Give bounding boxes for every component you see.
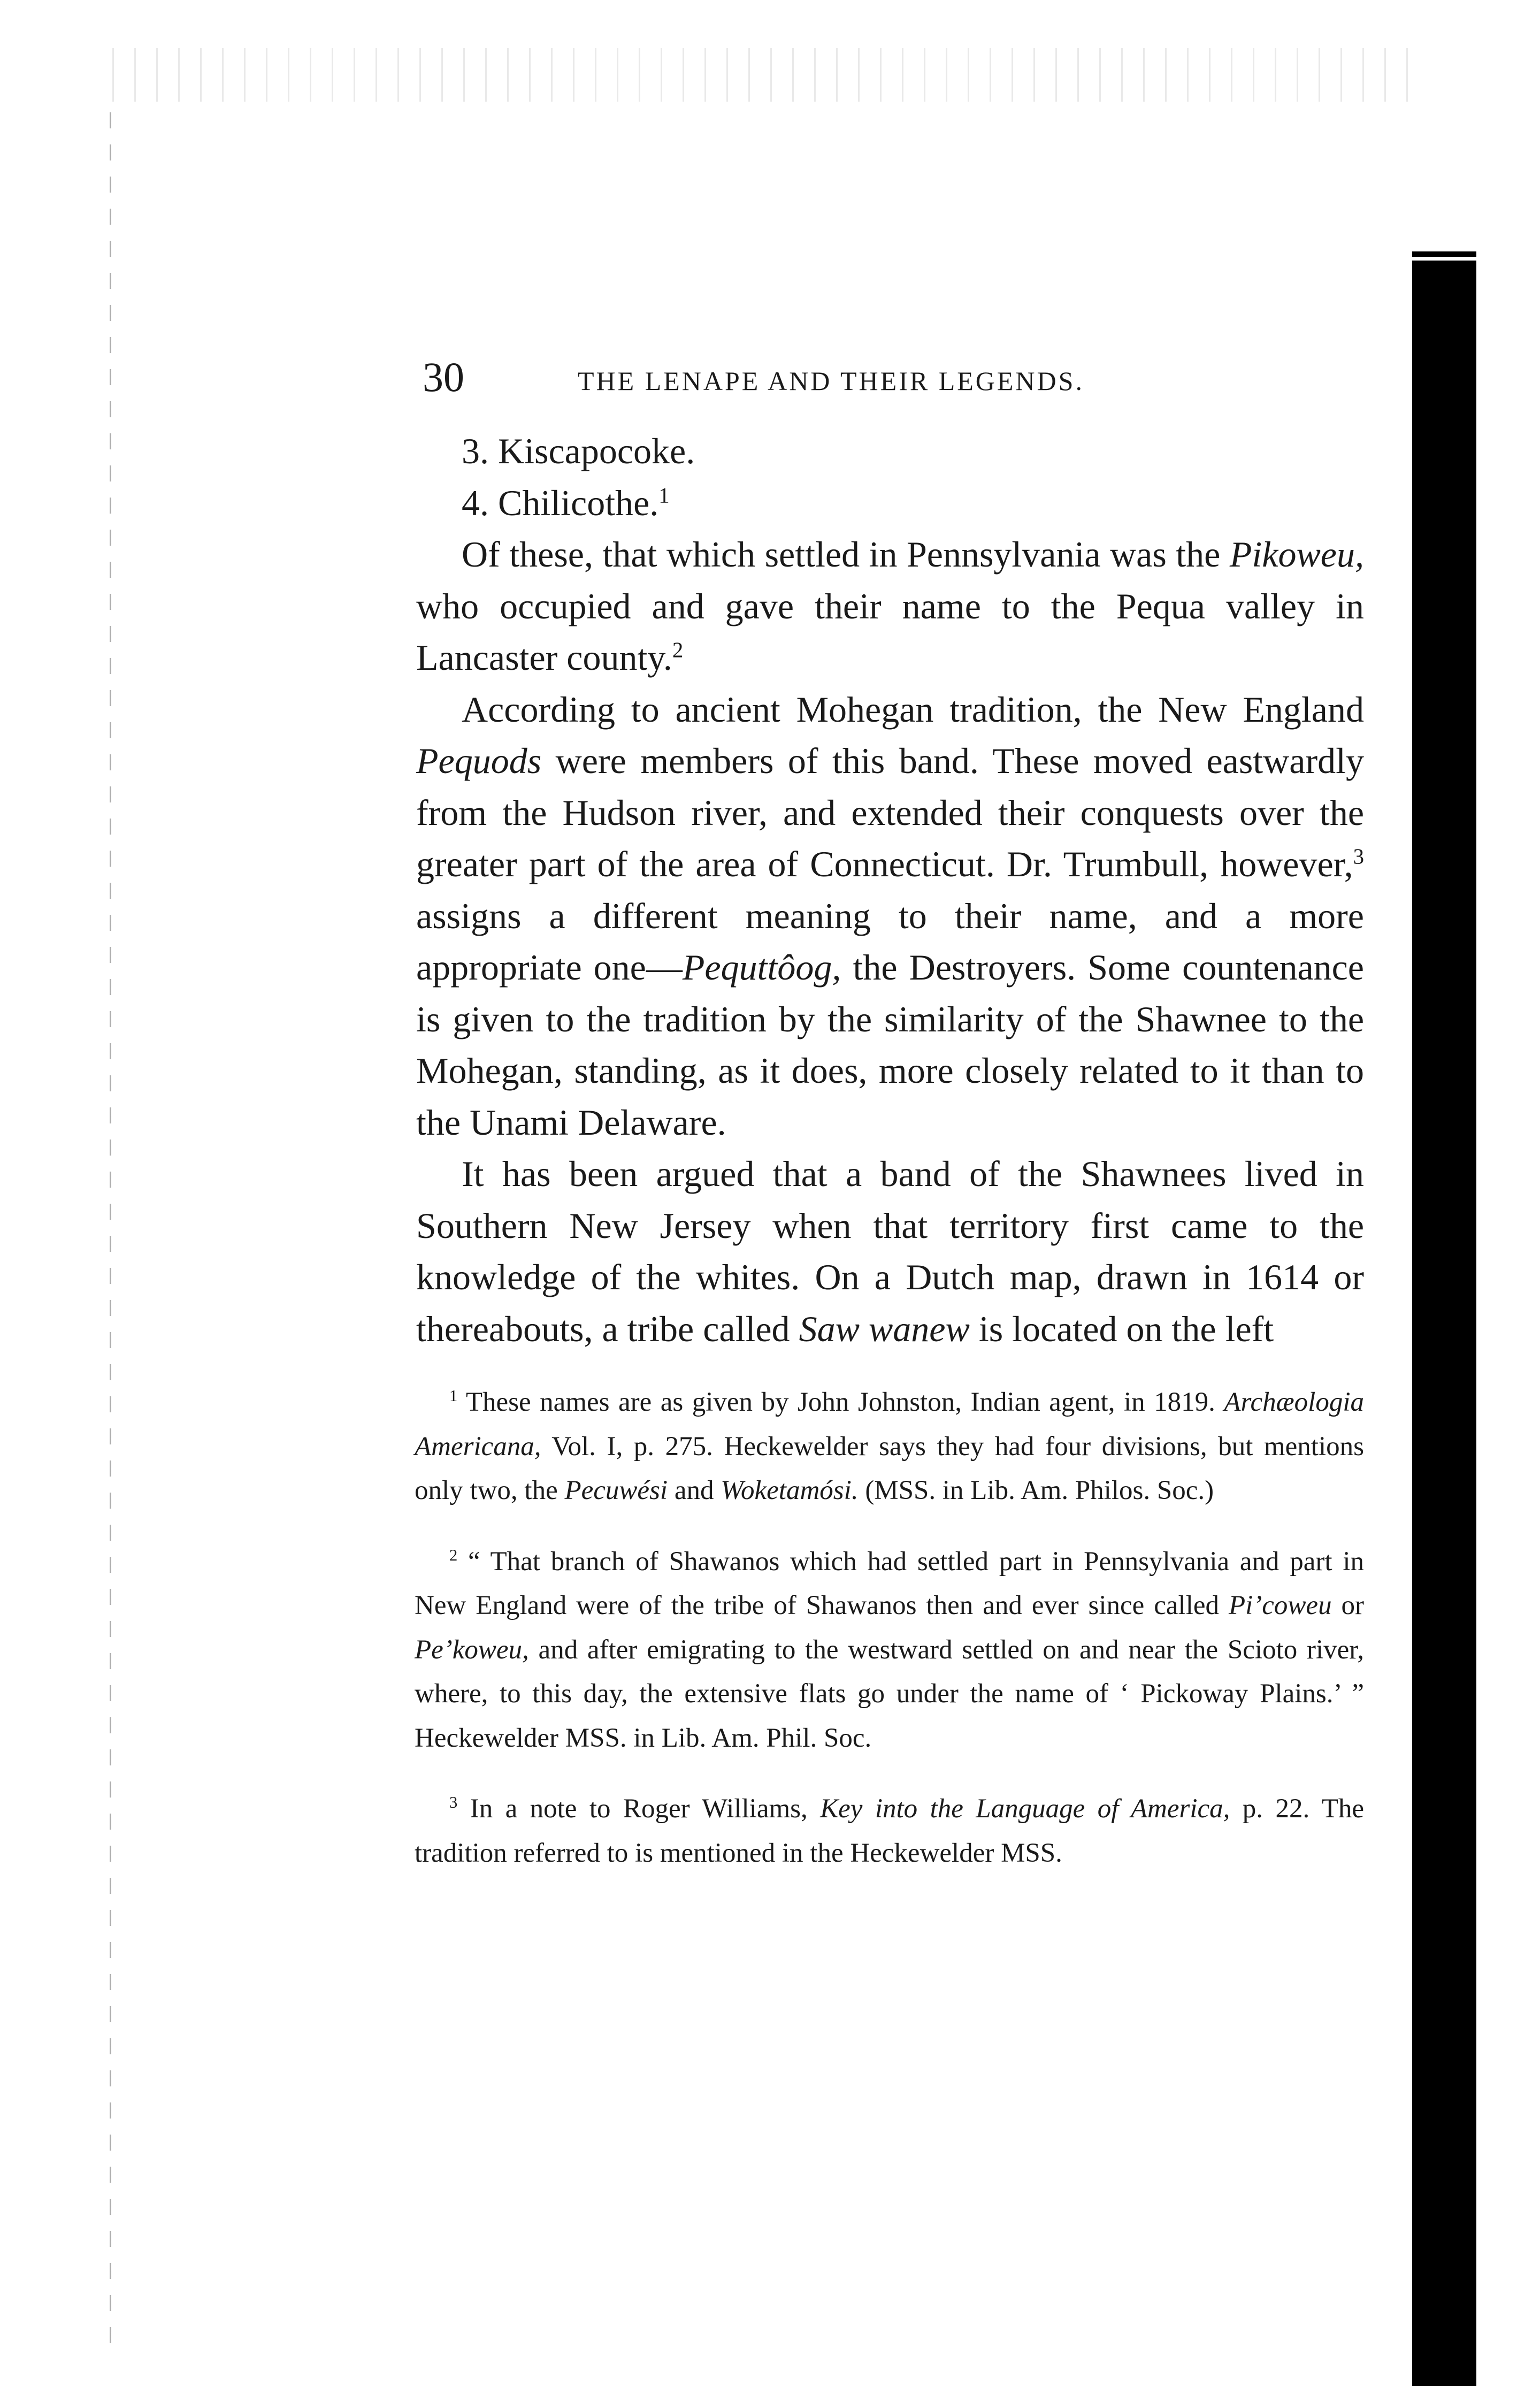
text-run: Vol. I, p. 275. Heckewelder says they had four divisions, but mentions only two, the: [415, 1431, 1364, 1505]
body-text: [416, 425, 1364, 1355]
text-run: It has been argued that a band of the Shawnees lived in Southern New Jersey when that territory first came to the knowledge of the whites. On a Dutch map, drawn in 1614 or thereabouts, a tribe called: [416, 1153, 1364, 1349]
page-number: 30: [423, 354, 464, 400]
binding-rule: [1412, 251, 1476, 257]
footnote-ref: 3: [1353, 844, 1364, 869]
italic-run: Pikoweu,: [1229, 534, 1364, 575]
italic-run: Saw wanew: [799, 1308, 970, 1349]
italic-run: Key into the Language of America,: [820, 1794, 1230, 1824]
text-run: (MSS. in Lib. Am. Philos. Soc.): [858, 1475, 1214, 1505]
italic-run: Pi’coweu: [1228, 1590, 1332, 1620]
list-item: [416, 477, 1364, 529]
footnote-ref: 1: [658, 483, 670, 507]
footnote: [415, 1540, 1364, 1761]
text-run: According to ancient Mohegan tradition, the New England: [462, 689, 1364, 730]
text-run: and: [668, 1475, 721, 1505]
paragraph: [416, 684, 1364, 1149]
text-run: the Destroyers. Some countenance is given to the tradition by the similarity of the Shawnee to the Mohegan, standing, as it does, more closely related to it than to the Unami Delaware.: [416, 947, 1364, 1143]
footnote-number: 3: [449, 1793, 458, 1811]
running-head: THE LENAPE AND THEIR LEGENDS.: [578, 366, 1084, 396]
text-run: is located on the left: [969, 1308, 1274, 1349]
text-run: Of these, that which settled in Pennsylvania was the: [462, 534, 1230, 575]
list-name: Kiscapocoke.: [498, 431, 695, 471]
binding-shadow-bar: [1412, 261, 1476, 2386]
page-edge-shadow: [110, 112, 111, 2359]
text-run: In a note to Roger Williams,: [457, 1794, 821, 1824]
footnotes: [415, 1380, 1364, 1902]
text-run: p. 22. The tradition referred to is mentioned in the Heckewelder MSS.: [415, 1794, 1364, 1868]
text-run: or: [1331, 1590, 1365, 1620]
footnote-number: 1: [449, 1387, 458, 1405]
text-run: assigns a different meaning to their name, and a more appropriate one—: [416, 895, 1364, 988]
footnote-ref: 2: [672, 638, 684, 662]
text-run: were members of this band. These moved eastwardly from the Hudson river, and extended their conquests over the greater part of the area of Connecticut. Dr. Trumbull, however,: [416, 740, 1364, 884]
italic-run: Pequods: [416, 740, 542, 781]
text-run: who occupied and gave their name to the Pequa valley in Lancaster county.: [416, 585, 1364, 678]
italic-run: Archæologia Americana,: [415, 1387, 1364, 1462]
page-header: [423, 350, 1412, 404]
italic-run: Pecuwési: [564, 1475, 668, 1505]
footnote: [415, 1380, 1364, 1513]
text-run: These names are as given by John Johnston, Indian agent, in 1819.: [457, 1387, 1224, 1417]
scan-noise: [112, 48, 1428, 102]
text-run: “ That branch of Shawanos which had settled part in Pennsylvania and part in New England were of the tribe of Shawanos then and ever since called: [415, 1546, 1364, 1620]
italic-run: Woketamósi.: [721, 1475, 859, 1505]
list-item: [416, 425, 1364, 477]
list-number: 4.: [462, 482, 489, 523]
list-number: 3.: [462, 431, 489, 471]
footnote-number: 2: [449, 1546, 458, 1564]
text-run: and after emigrating to the westward settled on and near the Scioto river, where, to this day, the extensive flats go under the name of ‘ Pickoway Plains.’ ” Heckewelder MSS. in Lib. Am. Phil. Soc.: [415, 1634, 1364, 1753]
list-name: Chilicothe.: [498, 482, 659, 523]
italic-run: Pequttôog,: [682, 947, 841, 988]
footnote: [415, 1787, 1364, 1875]
paragraph: [416, 529, 1364, 684]
paragraph: [416, 1148, 1364, 1355]
italic-run: Pe’koweu,: [415, 1634, 529, 1665]
